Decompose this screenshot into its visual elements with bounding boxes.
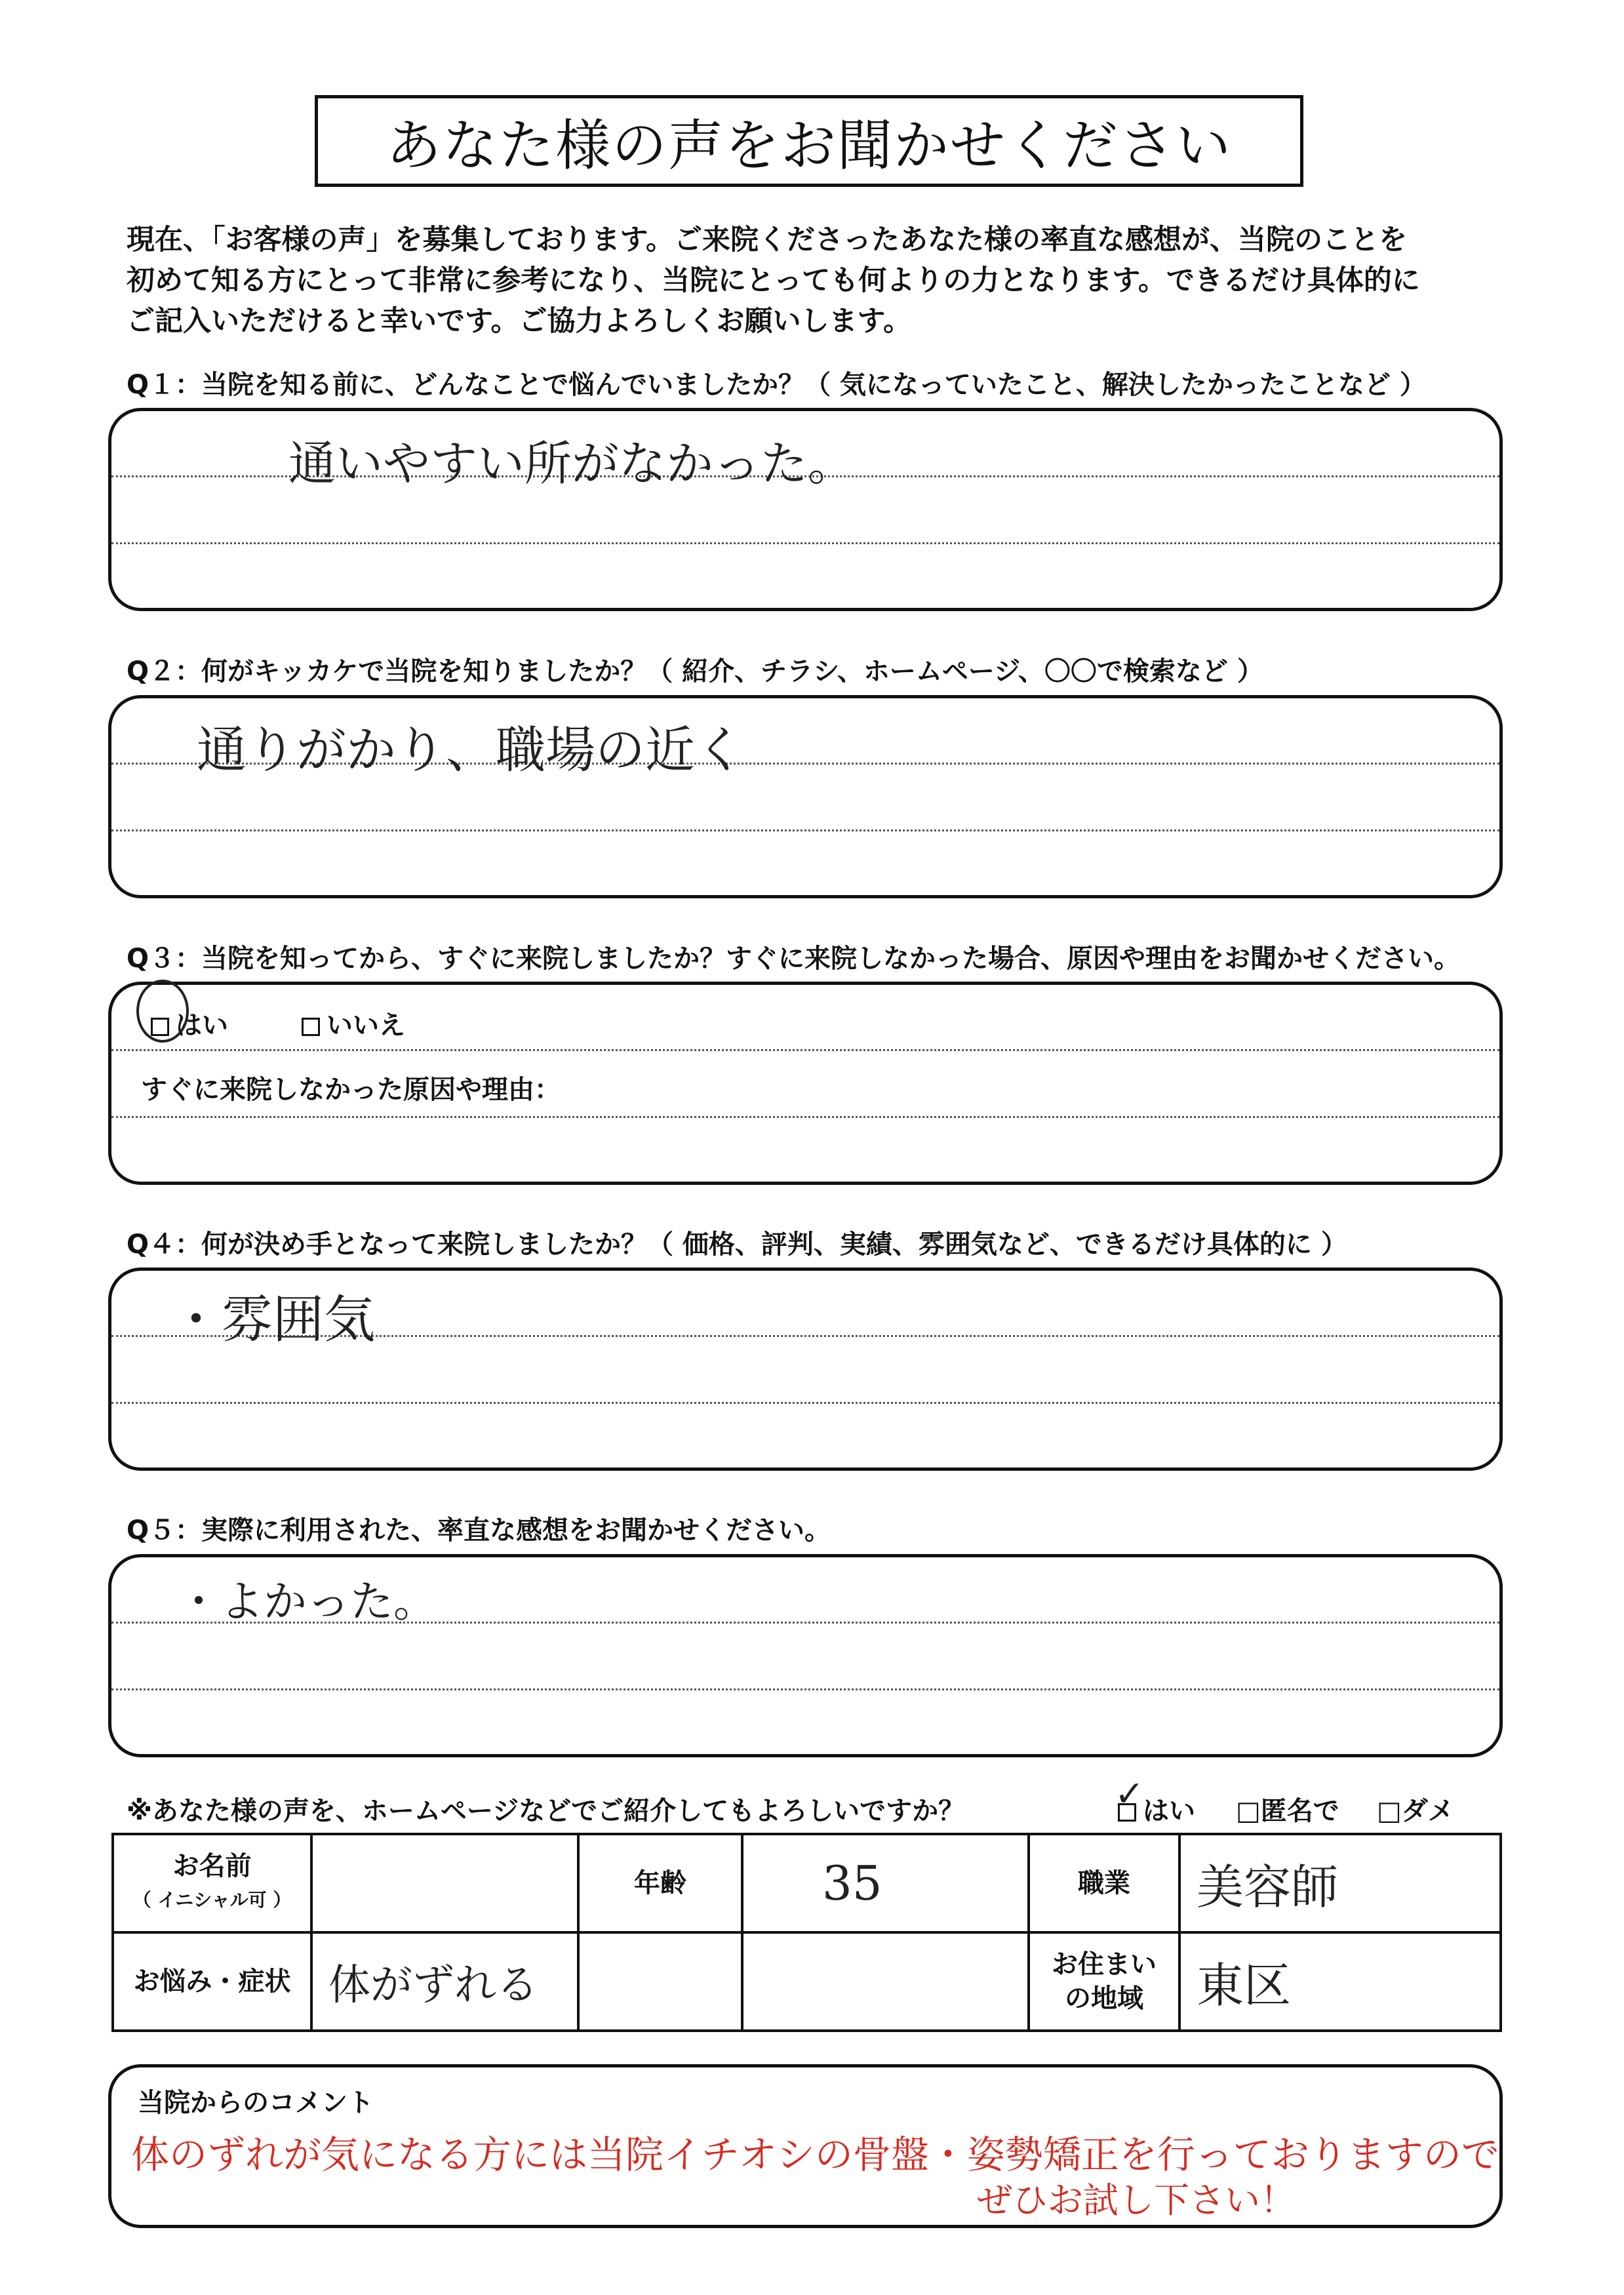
respondent-info-table <box>111 1833 1502 2032</box>
q4-label: Q４：何が決め手となって来院しましたか？（ 価格、評判、実績、雰囲気など、できるだけ具体的に ） <box>127 1229 1347 1260</box>
age-value[interactable]: 35 <box>742 1834 1029 1932</box>
q2-label: Q２：何がキッカケで当院を知りましたか？（ 紹介、チラシ、ホームページ、〇〇で検索など ） <box>127 656 1263 687</box>
q1-answer-box[interactable] <box>108 408 1503 611</box>
q1-answer: 通いやすい所がなかった。 <box>288 436 856 491</box>
age-label: 年齢 <box>578 1834 742 1932</box>
intro-line: ご記入いただけると幸いです。ご協力よろしくお願いします。 <box>127 305 912 338</box>
q3-reason-label: すぐに来院しなかった原因や理由： <box>141 1075 561 1105</box>
answer-line <box>111 1049 1499 1051</box>
intro-line: 初めて知る方にとって非常に参考になり、当院にとっても何よりの力となります。できるだけ具体的に <box>127 264 1420 297</box>
comment-label: 当院からのコメント <box>138 2088 374 2118</box>
area-label-line: の地域 <box>1065 1984 1143 2014</box>
name-sub-label: （ イニシャル可 ） <box>132 1889 292 1911</box>
q2-answer-box[interactable] <box>108 695 1503 898</box>
q2-answer: 通りがかり、職場の近く <box>197 721 745 779</box>
area-label-line: お住まい <box>1052 1949 1157 1980</box>
q5-answer: ・よかった。 <box>177 1576 437 1627</box>
q3-answer-box[interactable] <box>108 982 1503 1185</box>
q3-option-yes-label: はい <box>176 1010 228 1041</box>
page-title: あなた様の声をお聞かせください <box>315 95 1303 187</box>
name-label: お名前 <box>172 1851 252 1881</box>
check-mark-icon: ✓ <box>1115 1773 1145 1814</box>
q3-option-no[interactable] <box>302 1005 405 1042</box>
answer-line <box>111 1116 1499 1118</box>
selected-circle-mark <box>136 980 189 1043</box>
q3-label: Q３：当院を知ってから、すぐに来院しましたか？すぐに来院しなかった場合、原因や理由をお聞かせください。 <box>127 944 1461 974</box>
comment-line-1: 体のずれが気になる方には当院イチオシの骨盤・姿勢矯正を行っておりますので <box>131 2132 1499 2177</box>
name-value[interactable] <box>311 1834 578 1932</box>
area-label-cell <box>1029 1932 1179 2031</box>
area-value[interactable]: 東区 <box>1179 1932 1501 2031</box>
q4-answer: ・雰囲気 <box>170 1290 376 1349</box>
answer-line <box>111 1688 1499 1690</box>
intro-text <box>127 220 1471 342</box>
empty-cell <box>742 1932 1029 2031</box>
consent-option-yes-label: はい <box>1143 1796 1195 1826</box>
job-label: 職業 <box>1029 1834 1179 1932</box>
empty-cell <box>578 1932 742 2031</box>
intro-line: 現在、「お客様の声」を募集しております。ご来院くださったあなた様の率直な感想が、当院のことを <box>127 224 1408 256</box>
symptom-value[interactable]: 体がずれる <box>311 1932 578 2031</box>
answer-line <box>111 542 1499 544</box>
consent-option-no[interactable]: □ダメ <box>1377 1796 1454 1826</box>
comment-line-2: ぜひお試し下さい！ <box>977 2180 1296 2221</box>
answer-line <box>111 829 1499 831</box>
symptom-label: お悩み・症状 <box>113 1932 311 2031</box>
q3-option-no-label: いいえ <box>327 1010 405 1041</box>
q5-label: Q５：実際に利用された、率直な感想をお聞かせください。 <box>127 1515 831 1546</box>
q1-label: Q１：当院を知る前に、どんなことで悩んでいましたか？（ 気になっていたこと、解決したかったことなど ） <box>127 370 1426 400</box>
consent-option-anonymous[interactable]: □匿名で <box>1236 1796 1339 1826</box>
name-label-cell <box>113 1834 311 1932</box>
consent-question: ※あなた様の声を、ホームページなどでご紹介してもよろしいですか？ <box>127 1796 965 1826</box>
job-value[interactable]: 美容師 <box>1179 1834 1501 1932</box>
answer-line <box>111 1402 1499 1404</box>
clinic-comment-box <box>108 2064 1503 2228</box>
q4-answer-box[interactable] <box>108 1267 1503 1471</box>
checkbox-no[interactable] <box>302 1018 320 1036</box>
q5-answer-box[interactable] <box>108 1554 1503 1757</box>
